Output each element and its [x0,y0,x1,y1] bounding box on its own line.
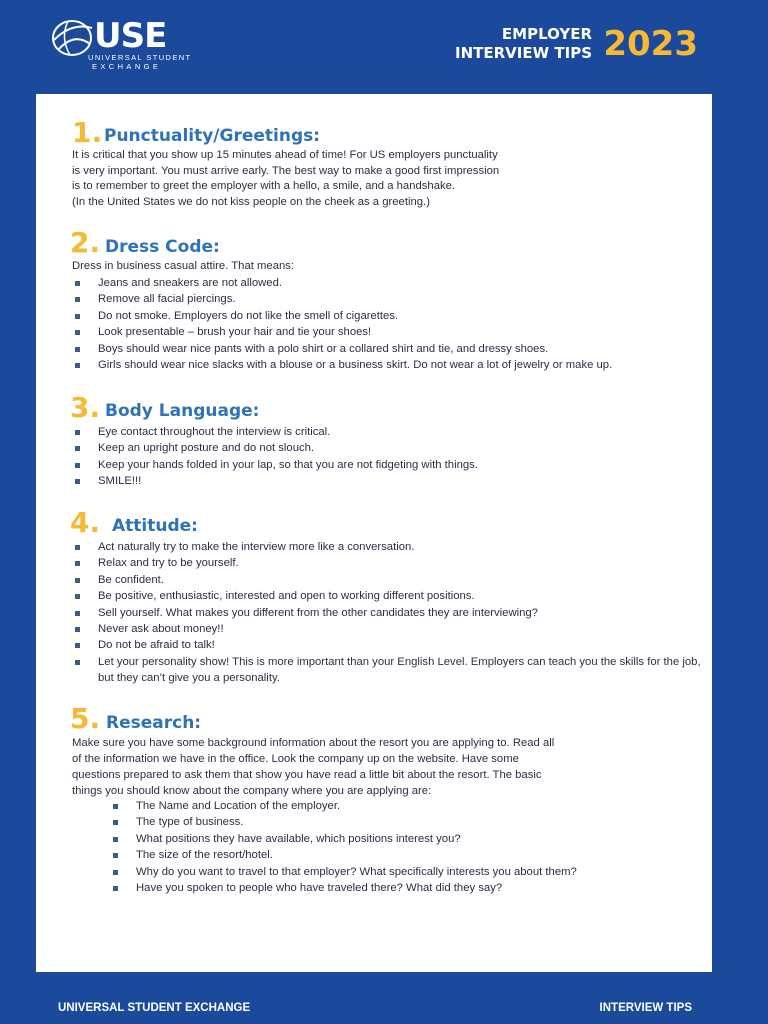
paragraph-line: Make sure you have some background information about the resort you are applying to. Read all [72,737,555,749]
section-number: 4. [70,506,101,539]
logo-wordmark: USE [94,16,167,56]
section-number: 5. [70,702,101,735]
list-item: Be confident. [72,572,708,588]
list-item: Do not smoke. Employers do not like the smell of cigarettes. [72,308,612,324]
list-item: Relax and try to be yourself. [72,555,708,571]
list-item: Have you spoken to people who have traveled there? What did they say? [110,880,577,896]
section-heading: Punctuality/Greetings: [104,126,321,146]
title-line-1: EMPLOYER [501,25,592,43]
list-item: Remove all facial piercings. [72,291,612,307]
list-item: Act naturally try to make the interview more like a conversation. [72,539,708,555]
section-heading: Dress Code: [105,237,220,257]
list-item: Look presentable – brush your hair and tie your shoes! [72,324,612,340]
paragraph-line: things you should know about the company where you are applying are: [72,785,432,797]
section-heading: Body Language: [105,401,260,421]
paragraph-line: of the information we have in the office. Look the company up on the website. Have some [72,753,519,765]
section-paragraph [72,735,554,799]
document-year: 2023 [603,24,698,64]
footer-document-name: INTERVIEW TIPS [599,1002,692,1014]
list-item: The Name and Location of the employer. [110,798,577,814]
section-number: 2. [70,226,101,259]
list-item: What positions they have available, which positions interest you? [110,831,577,847]
list-item: Jeans and sneakers are not allowed. [72,275,612,291]
paragraph-line: is to remember to greet the employer with a hello, a smile, and a handshake. [72,180,456,192]
document-title [455,25,592,63]
section-number: 1. [72,116,103,149]
section-heading: Attitude: [112,516,198,536]
list-item: Why do you want to travel to that employer? What specifically interests you about them? [110,864,577,880]
paragraph-line: (In the United States we do not kiss people on the cheek as a greeting.) [72,195,430,208]
list-item: Let your personality show! This is more important than your English Level. Employers can teach you the skills for the job, but they can’t give you a personality. [72,654,708,687]
list-item: The size of the resort/hotel. [110,847,577,863]
list-item: The type of business. [110,814,577,830]
paragraph-line: is very important. You must arrive early. The best way to make a good first impression [72,164,500,177]
list-item: Girls should wear nice slacks with a blouse or a business skirt. Do not wear a lot of jewelry or make up. [72,357,612,373]
title-line-2: INTERVIEW TIPS [455,44,592,62]
list-item: Do not be afraid to talk! [72,637,708,653]
list-item: Keep an upright posture and do not slouch. [72,440,478,456]
list-item: Be positive, enthusiastic, interested and open to working different positions. [72,588,708,604]
logo-subtitle-1: UNIVERSAL STUDENT [88,53,192,62]
bullet-list [72,275,612,373]
section-number: 3. [70,391,101,424]
paragraph-line: questions prepared to ask them that show you have read a little bit about the resort. The basic [72,769,542,781]
section-intro: Dress in business casual attire. That means: [72,260,295,272]
logo-subtitle-2: EXCHANGE [92,62,162,71]
paragraph-line: It is critical that you show up 15 minutes ahead of time! For US employers punctuality [72,149,498,161]
use-logo [50,18,200,74]
list-item: SMILE!!! [72,473,478,489]
bullet-list [110,798,577,896]
section-heading: Research: [106,713,202,733]
bullet-list [72,539,708,687]
list-item: Sell yourself. What makes you different from the other candidates they are interviewing? [72,605,708,621]
globe-logo-icon [50,18,96,58]
section-paragraph [72,148,499,210]
footer-organization: UNIVERSAL STUDENT EXCHANGE [58,1002,251,1014]
list-item: Keep your hands folded in your lap, so that you are not fidgeting with things. [72,457,478,473]
list-item: Boys should wear nice pants with a polo shirt or a collared shirt and tie, and dressy shoes. [72,341,612,357]
bullet-list [72,424,478,490]
list-item: Eye contact throughout the interview is critical. [72,424,478,440]
list-item: Never ask about money!! [72,621,708,637]
